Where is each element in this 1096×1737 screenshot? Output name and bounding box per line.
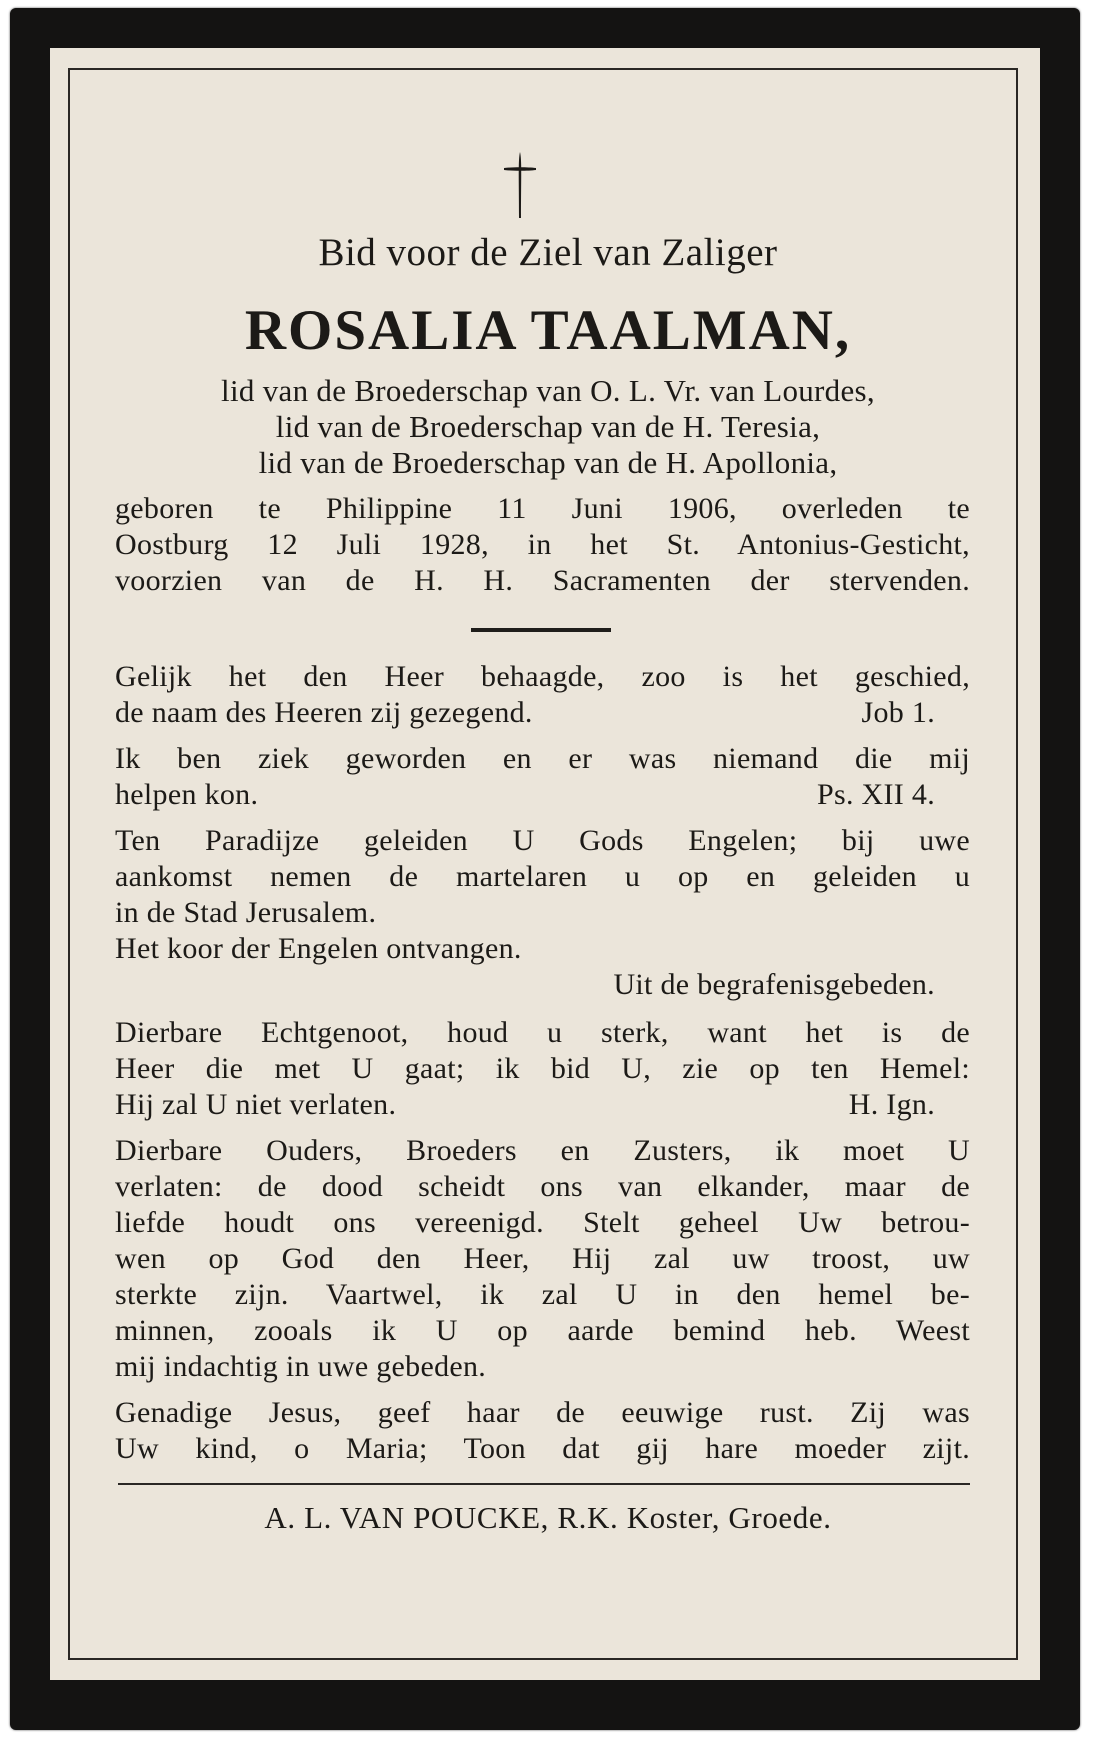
verse-line: Ten Paradijze geleiden U Gods Engelen; bij uwe bbox=[115, 824, 970, 857]
verse-line: Gelijk het den Heer behaagde, zoo is het geschied, bbox=[115, 660, 970, 693]
verse-text: Hij zal U niet verlaten. bbox=[115, 1088, 397, 1121]
membership-line: lid van de Broederschap van de H. Teresia, bbox=[275, 409, 821, 444]
verse-line: Dierbare Ouders, Broeders en Zusters, ik moet U bbox=[115, 1134, 970, 1167]
section-divider bbox=[471, 628, 611, 632]
verse-text: de naam des Heeren zij gezegend. bbox=[115, 696, 533, 729]
verse-line: Dierbare Echtgenoot, houd u sterk, want het is de bbox=[115, 1016, 970, 1049]
verse-line: sterkte zijn. Vaartwel, ik zal U in den hemel be- bbox=[115, 1278, 970, 1311]
verse-line: Ik ben ziek geworden en er was niemand die mij bbox=[115, 742, 970, 775]
verse-reference: Ps. XII 4. bbox=[816, 778, 935, 811]
verse-text: in de Stad Jerusalem. bbox=[115, 896, 377, 929]
birth-death-line: geboren te Philippine 11 Juni 1906, overleden te bbox=[115, 492, 970, 525]
cross-icon bbox=[490, 150, 550, 220]
verse-line: minnen, zooals ik U op aarde bemind heb. Weest bbox=[115, 1314, 970, 1347]
deceased-name: ROSALIA TAALMAN, bbox=[244, 299, 852, 362]
verse-line-with-ref bbox=[115, 778, 935, 812]
verse-line: verlaten: de dood scheidt ons van elkander, maar de bbox=[115, 1170, 970, 1203]
verse-text: helpen kon. bbox=[115, 778, 259, 811]
verse-reference: Job 1. bbox=[861, 696, 935, 729]
verse-line bbox=[115, 932, 935, 966]
verse-line: aankomst nemen de martelaren u op en geleiden u bbox=[115, 860, 970, 893]
membership-line: lid van de Broederschap van de H. Apollonia, bbox=[258, 445, 838, 480]
verse-text: mij indachtig in uwe gebeden. bbox=[115, 1350, 487, 1383]
birth-death-line: Oostburg 12 Juli 1928, in het St. Antonius-Gesticht, bbox=[115, 528, 970, 561]
membership-line: lid van de Broederschap van O. L. Vr. van Lourdes, bbox=[221, 373, 875, 408]
verse-line bbox=[115, 1350, 935, 1384]
verse-line-with-ref bbox=[115, 1088, 935, 1122]
verse-text: Het koor der Engelen ontvangen. bbox=[115, 932, 522, 965]
verse-line: liefde houdt ons vereenigd. Stelt geheel Uw betrou- bbox=[115, 1206, 970, 1239]
footer-divider bbox=[118, 1483, 970, 1485]
printer-credit: A. L. VAN POUCKE, R.K. Koster, Groede. bbox=[264, 1500, 832, 1535]
verse-line bbox=[115, 896, 935, 930]
verse-line: Genadige Jesus, geef haar de eeuwige rust. Zij was bbox=[115, 1396, 970, 1429]
birth-death-line: voorzien van de H. H. Sacramenten der stervenden. bbox=[115, 564, 970, 597]
verse-line: Uw kind, o Maria; Toon dat gij hare moeder zijt. bbox=[115, 1432, 970, 1465]
verse-line-with-ref bbox=[115, 696, 935, 730]
verse-reference: Uit de begrafenisgebeden. bbox=[613, 968, 935, 1001]
verse-line: wen op God den Heer, Hij zal uw troost, uw bbox=[115, 1242, 970, 1275]
salutation: Bid voor de Ziel van Zaliger bbox=[318, 231, 778, 274]
verse-reference: H. Ign. bbox=[848, 1088, 935, 1121]
verse-line: Heer die met U gaat; ik bid U, zie op ten Hemel: bbox=[115, 1052, 970, 1085]
